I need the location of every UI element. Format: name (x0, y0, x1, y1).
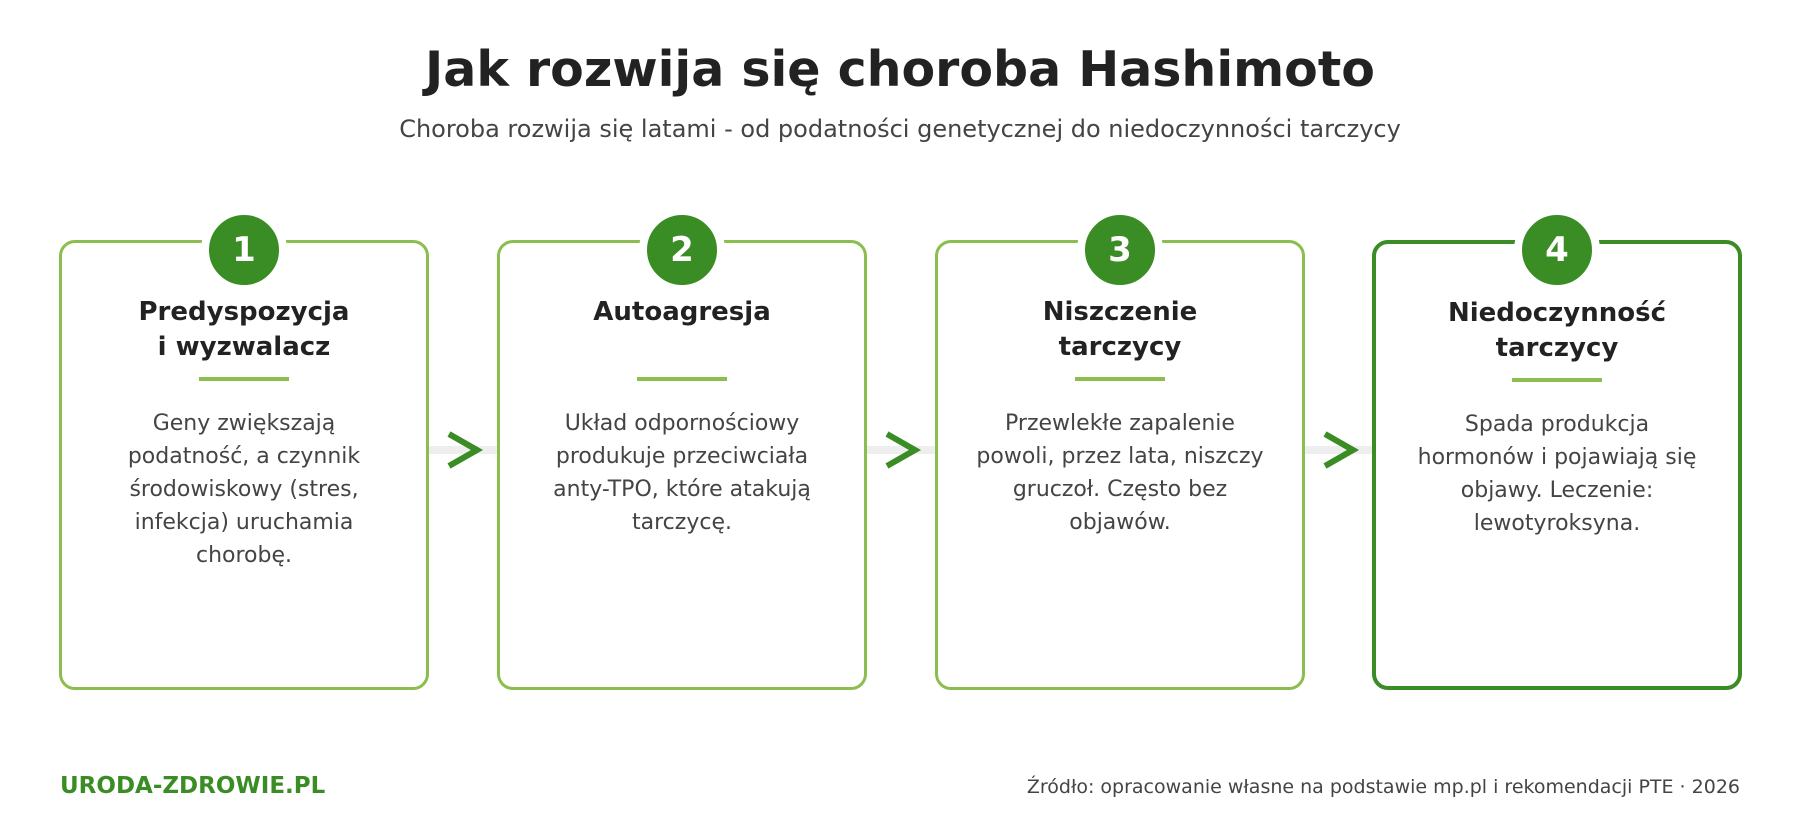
brand-logo-text: URODA-ZDROWIE.PL (60, 773, 326, 799)
step-title (948, 295, 1292, 365)
step-number-badge: 3 (1077, 207, 1163, 293)
source-note: Źródło: opracowanie własne na podstawie mp.pl i rekomendacji PTE · 2026 (1026, 776, 1740, 798)
step-title-line: Niszczenie (1042, 297, 1198, 327)
chevron-right-icon (1317, 428, 1361, 472)
chevron-right-icon (879, 428, 923, 472)
step-title-line: tarczycy (1058, 332, 1182, 362)
step-title (510, 295, 854, 330)
page-subtitle: Choroba rozwija się latami - od podatności genetycznej do niedoczynności tarczycy (399, 115, 1401, 143)
step-title-line: Predyspozycja (138, 297, 350, 327)
step-description: Przewlekłe zapalenie powoli, przez lata, niszczy gruczoł. Często bez objawów. (976, 411, 1264, 535)
step-card-1 (59, 230, 429, 690)
step-title-line: i wyzwalacz (157, 332, 331, 362)
step-card-2 (497, 230, 867, 690)
chevron-right-icon (441, 428, 485, 472)
step-description: Układ odpornościowy produkuje przeciwciała anty-TPO, które atakują tarczycę. (553, 411, 811, 535)
step-number-badge: 1 (201, 207, 287, 293)
step-title (1386, 296, 1728, 366)
step-title-line: Niedoczynność (1447, 298, 1667, 328)
step-card-3 (935, 230, 1305, 690)
title-divider (1512, 378, 1602, 382)
page-title: Jak rozwija się choroba Hashimoto (425, 41, 1375, 98)
step-title (72, 295, 416, 365)
title-divider (1075, 377, 1165, 381)
step-description: Geny zwiększają podatność, a czynnik środowiskowy (stres, infekcja) uruchamia chorobę. (127, 411, 361, 568)
step-number-badge: 2 (639, 207, 725, 293)
step-title-line: Autoagresja (593, 297, 771, 327)
step-title-line: tarczycy (1495, 333, 1619, 363)
step-card-4 (1372, 230, 1742, 690)
step-number-badge: 4 (1514, 207, 1600, 293)
step-description: Spada produkcja hormonów i pojawiają się objawy. Leczenie: lewotyroksyna. (1417, 412, 1697, 536)
title-divider (637, 377, 727, 381)
title-divider (199, 377, 289, 381)
